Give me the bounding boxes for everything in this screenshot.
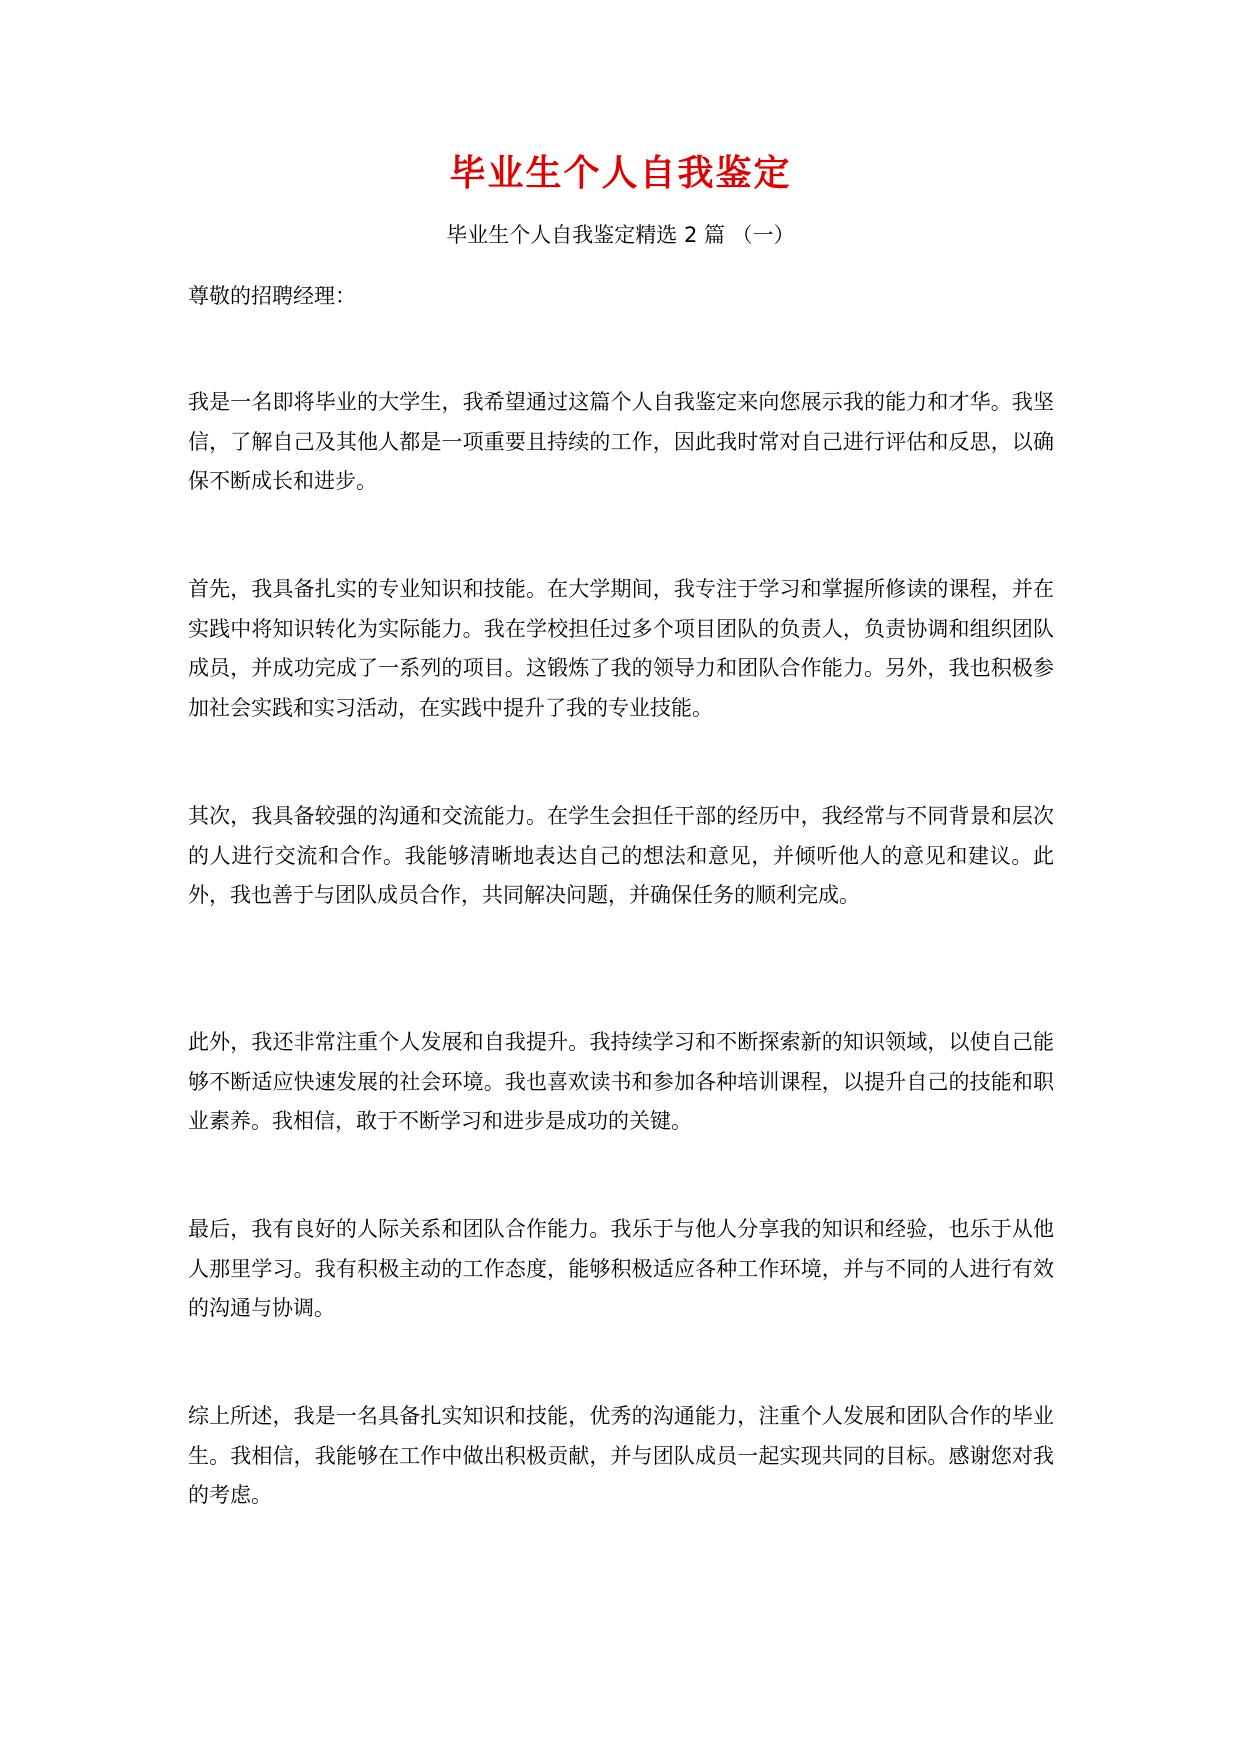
paragraph-6: 综上所述，我是一名具备扎实知识和技能，优秀的沟通能力，注重个人发展和团队合作的毕业生。我相信，我能够在工作中做出积极贡献，并与团队成员一起实现共同的目标。感谢您对我的考虑。 bbox=[188, 1404, 1054, 1507]
paragraph-2: 首先，我具备扎实的专业知识和技能。在大学期间，我专注于学习和掌握所修读的课程，并在实践中将知识转化为实际能力。我在学校担任过多个项目团队的负责人，负责协调和组织团队成员，并成功完成了一系列的项目。这锻炼了我的领导力和团队合作能力。另外，我也积极参加社会实践和实习活动，在实践中提升了我的专业技能。 bbox=[188, 577, 1054, 720]
document-subtitle: 毕业生个人自我鉴定精选 2 篇 （一） bbox=[446, 223, 795, 247]
paragraph-5: 最后，我有良好的人际关系和团队合作能力。我乐于与他人分享我的知识和经验，也乐于从他人那里学习。我有积极主动的工作态度，能够积极适应各种工作环境，并与不同的人进行有效的沟通与协调。 bbox=[188, 1217, 1054, 1320]
document-title: 毕业生个人自我鉴定 bbox=[449, 153, 792, 194]
paragraph-1: 我是一名即将毕业的大学生，我希望通过这篇个人自我鉴定来向您展示我的能力和才华。我坚信，了解自己及其他人都是一项重要且持续的工作，因此我时常对自己进行评估和反思，以确保不断成长和进步。 bbox=[188, 390, 1054, 493]
salutation: 尊敬的招聘经理： bbox=[188, 284, 356, 308]
paragraph-4: 此外，我还非常注重个人发展和自我提升。我持续学习和不断探索新的知识领域，以使自己能够不断适应快速发展的社会环境。我也喜欢读书和参加各种培训课程，以提升自己的技能和职业素养。我相信，敢于不断学习和进步是成功的关键。 bbox=[188, 1030, 1054, 1133]
paragraph-3: 其次，我具备较强的沟通和交流能力。在学生会担任干部的经历中，我经常与不同背景和层次的人进行交流和合作。我能够清晰地表达自己的想法和意见，并倾听他人的意见和建议。此外，我也善于与团队成员合作，共同解决问题，并确保任务的顺利完成。 bbox=[188, 804, 1054, 907]
